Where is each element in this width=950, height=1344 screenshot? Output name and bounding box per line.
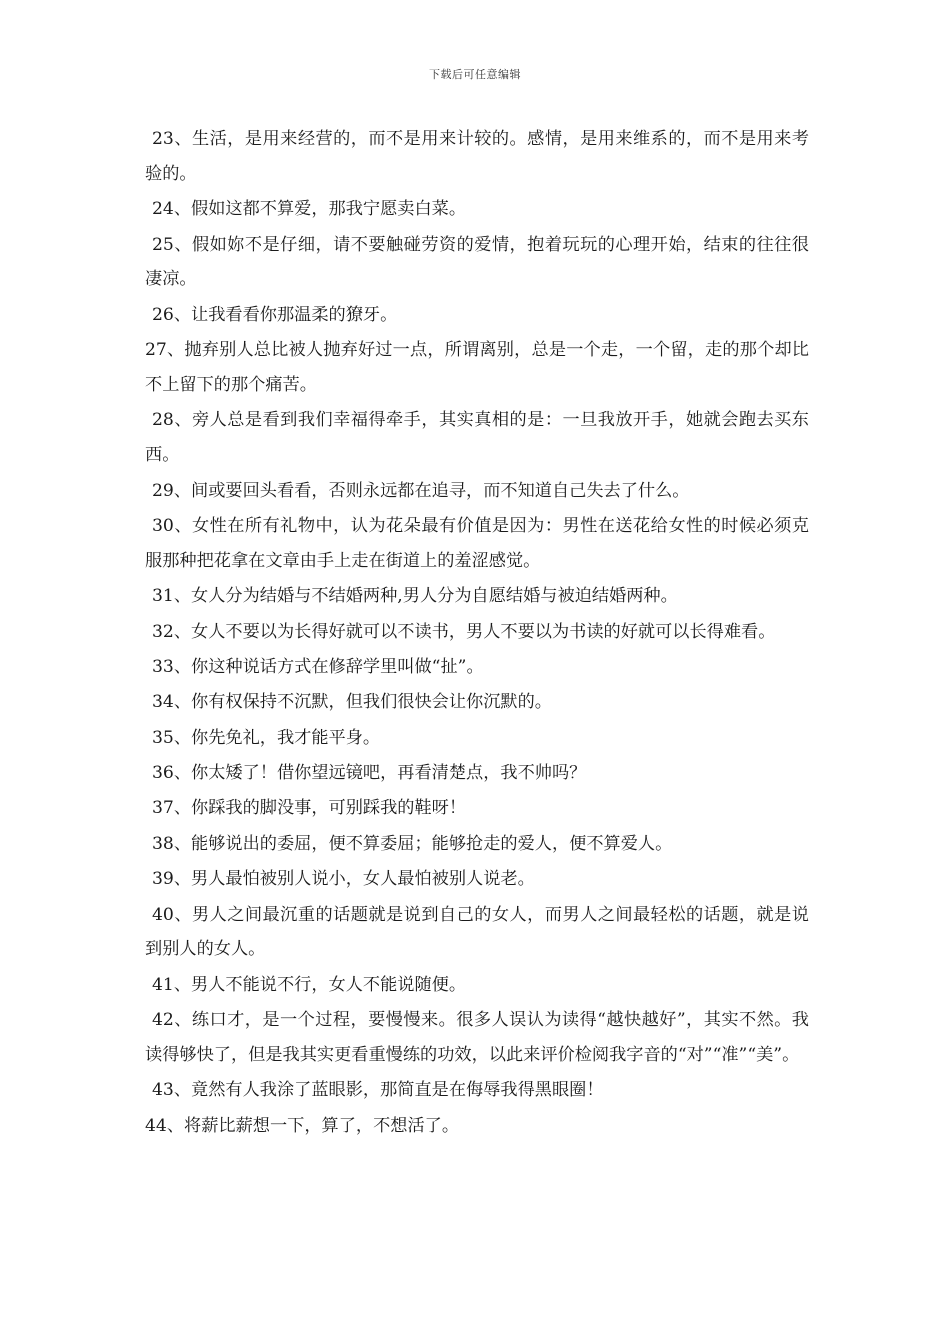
paragraph-25: 25、假如妳不是仔细，请不要触碰劳资的爱情，抱着玩玩的心理开始，结束的往往很凄凉。 <box>145 234 809 290</box>
paragraph-39: 39、男人最怕被别人说小，女人最怕被别人说老。 <box>152 869 535 890</box>
page-header: 下载后可任意编辑 <box>429 68 521 81</box>
paragraph-40: 40、男人之间最沉重的话题就是说到自己的女人，而男人之间最轻松的话题，就是说到别人的女人。 <box>145 904 809 960</box>
paragraph-31: 31、女人分为结婚与不结婚两种,男人分为自愿结婚与被迫结婚两种。 <box>152 586 678 607</box>
document-body <box>145 122 809 1144</box>
paragraph-37: 37、你踩我的脚没事，可别踩我的鞋呀！ <box>152 798 467 819</box>
paragraph-24: 24、假如这都不算爱，那我宁愿卖白菜。 <box>152 199 467 220</box>
paragraph-36: 36、你太矮了！借你望远镜吧，再看清楚点，我不帅吗？ <box>152 763 587 784</box>
paragraph-34: 34、你有权保持不沉默，但我们很快会让你沉默的。 <box>152 692 552 713</box>
paragraph-38: 38、能够说出的委屈，便不算委屈；能够抢走的爱人，便不算爱人。 <box>152 833 673 854</box>
paragraph-29: 29、间或要回头看看，否则永远都在追寻，而不知道自己失去了什么。 <box>152 480 690 501</box>
paragraph-41: 41、男人不能说不行，女人不能说随便。 <box>152 974 467 995</box>
paragraph-26: 26、让我看看你那温柔的獠牙。 <box>152 304 398 325</box>
paragraph-35: 35、你先免礼，我才能平身。 <box>152 727 381 748</box>
paragraph-23: 23、生活，是用来经营的，而不是用来计较的。感情，是用来维系的，而不是用来考验的。 <box>145 129 809 184</box>
paragraph-44: 44、将薪比薪想一下，算了，不想活了。 <box>145 1115 460 1136</box>
paragraph-42: 42、练口才，是一个过程，要慢慢来。很多人误认为读得“越快越好”，其实不然。我读得够快了，但是我其实更看重慢练的功效，以此来评价检阅我字音的“对”“准”“美”。 <box>145 1010 809 1065</box>
paragraph-33: 33、你这种说话方式在修辞学里叫做“扯”。 <box>152 656 484 677</box>
paragraph-32: 32、女人不要以为长得好就可以不读书，男人不要以为书读的好就可以长得难看。 <box>152 621 776 642</box>
paragraph-27: 27、抛弃别人总比被人抛弃好过一点，所谓离别，总是一个走，一个留，走的那个却比不上留下的那个痛苦。 <box>145 340 809 395</box>
paragraph-28: 28、旁人总是看到我们幸福得牵手，其实真相的是：一旦我放开手，她就会跑去买东西。 <box>145 410 809 466</box>
paragraph-30: 30、女性在所有礼物中，认为花朵最有价值是因为：男性在送花给女性的时候必须克服那种把花拿在文章由手上走在街道上的羞涩感觉。 <box>145 515 809 571</box>
paragraph-43: 43、竟然有人我涂了蓝眼影，那简直是在侮辱我得黑眼圈！ <box>152 1080 604 1101</box>
